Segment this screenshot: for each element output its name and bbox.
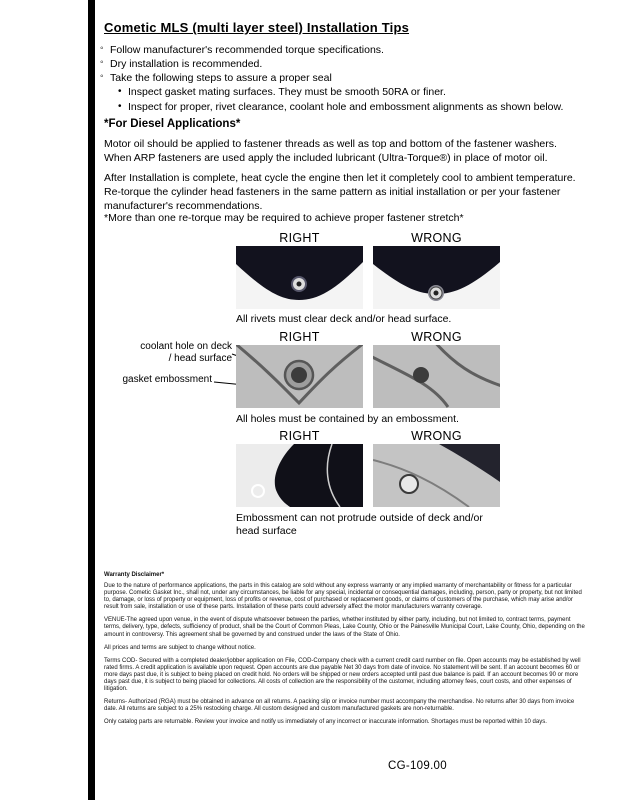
page-code: CG-109.00 bbox=[388, 760, 447, 772]
rivet-wrong-image bbox=[373, 246, 500, 309]
retorque-note: *More than one re-torque may be required to achieve proper fastener stretch* bbox=[104, 212, 464, 224]
page-spine-bar bbox=[88, 0, 95, 800]
legal-paragraph: Only catalog parts are returnable. Review your invoice and notify us immediately of any incorrect or inaccurate information. Shortages must be reported within 10 days. bbox=[104, 719, 547, 726]
tip-item: ◦ Take the following steps to assure a proper seal bbox=[100, 72, 580, 85]
legal-paragraph: VENUE-The agreed upon venue, in the event of dispute whatsoever between the parties, whether instituted by either party, including, but not limited to, contract terms, payment terms, delivery, type, defects, sufficiency of product, shall be the Court of Common Pleas, Lake County, Ohio or the Painesville Municipal Court, Lake County, Ohio, depending on the amount in controversy. This agreement shall be governed by and construed under the laws of the State of Ohio. bbox=[104, 617, 585, 638]
tip-item: ◦ Follow manufacturer's recommended torque specifications. bbox=[100, 44, 580, 57]
legal-paragraph: Returns- Authorized (RGA) must be obtained in advance on all returns. A packing slip or invoice number must accompany the merchandise. No returns after 30 days from invoice date. All returns are subject to a 25% restocking charge. All custom designed and custom manufactured gaskets are non-returnable. bbox=[104, 699, 575, 713]
page-title: Cometic MLS (multi layer steel) Installation Tips bbox=[104, 20, 410, 35]
rivet-right-image bbox=[236, 246, 363, 309]
warranty-disclaimer-heading: Warranty Disclaimer* bbox=[104, 572, 165, 578]
legal-paragraph: Due to the nature of performance applications, the parts in this catalog are sold without any express warranty or any implied warranty of merchantability or fitness for a particular purpose. Cometic Gasket Inc., shall not, under any circumstances, be liable for any special, incidental or consequential damages, including, person, party or property, but not limited to, damage, or loss of property or equipment, loss of profits or revenue, cost of purchased or replacement goods, or claims of customers of the purchase, which may arise and/or result from sale, installation or use of these parts. Installation of these parts could adversely affect the motor manufacturers warranty coverage. bbox=[104, 583, 582, 611]
installation-tips-list bbox=[100, 44, 580, 115]
sub-tip-item: • Inspect for proper, rivet clearance, coolant hole and embossment alignments as shown below. bbox=[118, 101, 580, 114]
row1-right-label: RIGHT bbox=[279, 231, 320, 245]
row3-caption: Embossment can not protrude outside of deck and/or head surface bbox=[236, 512, 483, 538]
embossment-wrong-image bbox=[373, 444, 500, 507]
gasket-embossment-annotation: gasket embossment bbox=[122, 374, 212, 385]
row3-right-label: RIGHT bbox=[279, 429, 320, 443]
diesel-paragraph-2: After Installation is complete, heat cycle the engine then let it completely cool to ambient temperature. Re-torque the cylinder head fasteners in the same pattern as initial installation or per your fastener manufacturer's recommendations. bbox=[104, 172, 576, 212]
warranty-disclaimer-section bbox=[104, 572, 585, 732]
row3-wrong-label: WRONG bbox=[411, 429, 462, 443]
legal-paragraph: Terms COD- Secured with a completed dealer/jobber application on File, COD-Company check with a current credit card number on file. Open accounts may be established by well rated firms. A credit application is available upon request. Open accounts are due payable Net 30 days from date of invoice. No statement will be sent. If an account becomes 60 or more days past due, it is subject to being placed on credit hold. No orders will be shipped or new orders accepted until past due balance is paid. If an account becomes 90 or more days past due, it is subject to being placed for collections. All costs of collection are the responsibility of the customer, including attorney fees, court costs, and other expenses of litigation. bbox=[104, 657, 581, 693]
legal-paragraph: All prices and terms are subject to change without notice. bbox=[104, 644, 256, 651]
row2-caption: All holes must be contained by an embossment. bbox=[236, 413, 459, 425]
diesel-applications-heading: *For Diesel Applications* bbox=[104, 118, 241, 130]
row2-wrong-label: WRONG bbox=[411, 330, 462, 344]
row2-right-label: RIGHT bbox=[279, 330, 320, 344]
coolant-hole-annotation: coolant hole on deck / head surface bbox=[140, 341, 232, 364]
coolant-hole-wrong-image bbox=[373, 345, 500, 408]
embossment-right-image bbox=[236, 444, 363, 507]
sub-tip-item: • Inspect gasket mating surfaces. They must be smooth 50RA or finer. bbox=[118, 86, 580, 99]
sub-tips-list bbox=[100, 86, 580, 113]
row1-wrong-label: WRONG bbox=[411, 231, 462, 245]
diesel-paragraph-1: Motor oil should be applied to fastener threads as well as top and bottom of the fastener washers. When ARP fasteners are used apply the included lubricant (Ultra-Torque®) in place of motor oil. bbox=[104, 138, 557, 164]
coolant-hole-right-image bbox=[236, 345, 363, 408]
row1-caption: All rivets must clear deck and/or head surface. bbox=[236, 313, 452, 325]
tip-item: ◦ Dry installation is recommended. bbox=[100, 58, 580, 71]
